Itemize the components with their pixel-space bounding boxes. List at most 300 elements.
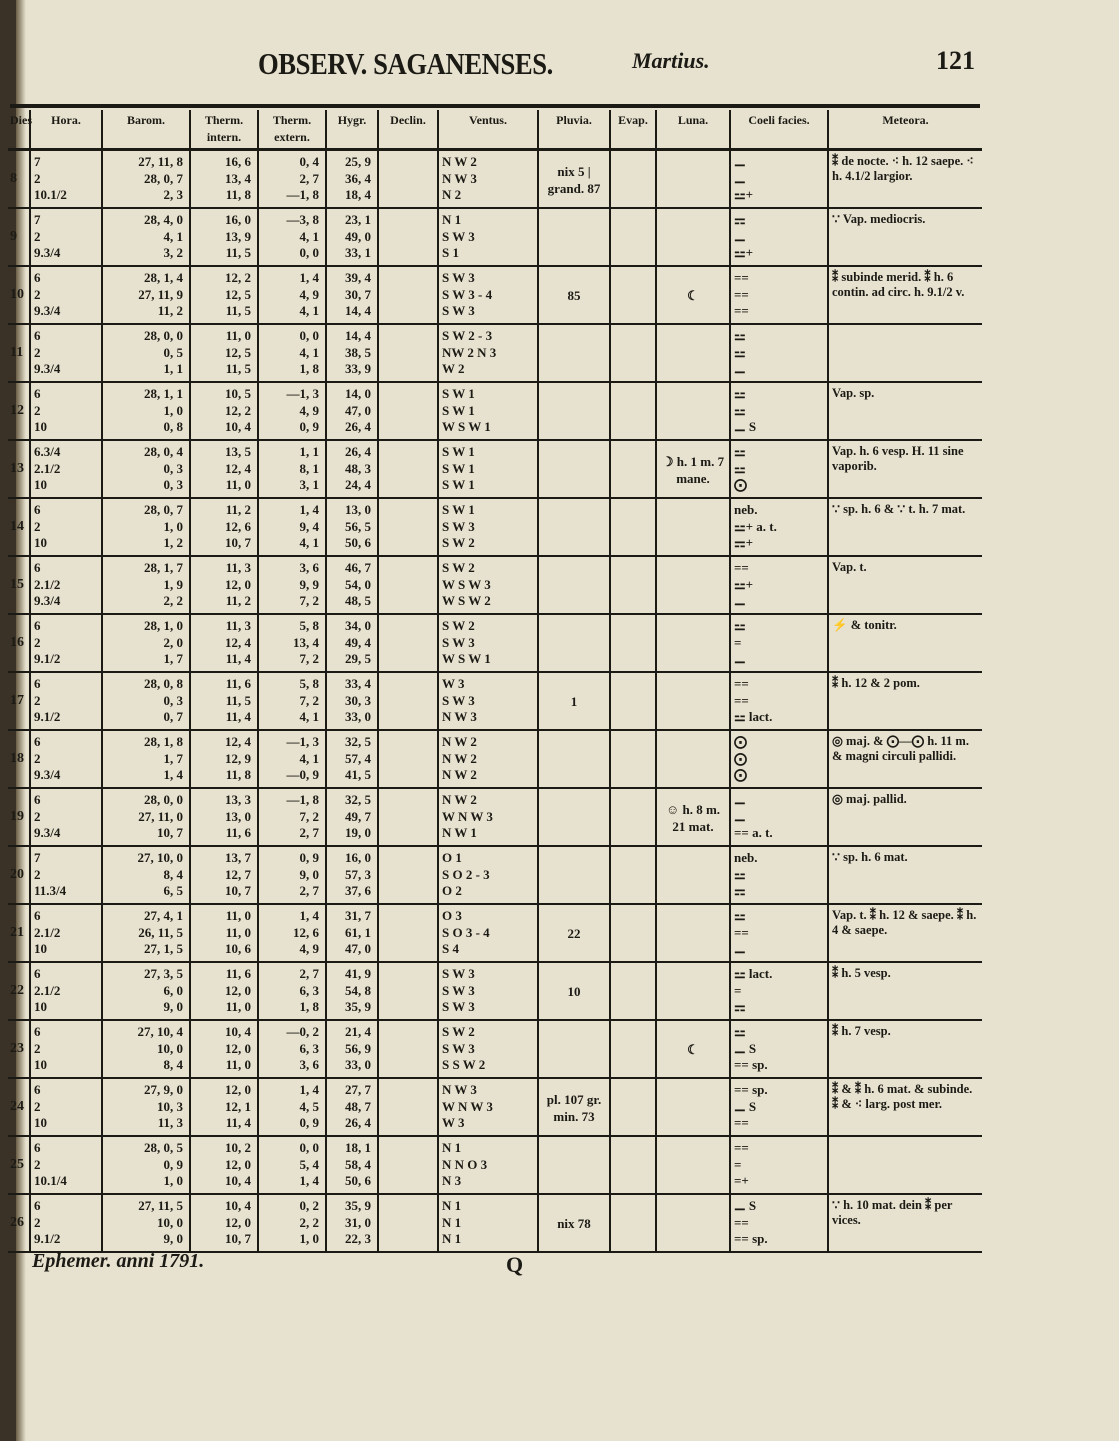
sky-cell <box>730 1020 828 1078</box>
evaporation-cell <box>610 1136 656 1194</box>
meteora-cell: Vap. t. <box>828 556 982 614</box>
rain-cell <box>538 614 610 672</box>
hygrometer-cell <box>326 1020 378 1078</box>
cell-line: S W 2 <box>442 1024 475 1039</box>
declination-cell <box>378 962 438 1020</box>
cell-line: 25, 9 <box>345 154 371 169</box>
hora-cell <box>30 614 102 672</box>
cell-line: 2.1/2 <box>34 982 61 998</box>
hygrometer-cell <box>326 962 378 1020</box>
rain-cell <box>538 440 610 498</box>
rain-cell <box>538 788 610 846</box>
meteora-cell: Vap. h. 6 vesp. H. 11 sine vaporib. <box>828 440 982 498</box>
thermometer-extern-cell <box>258 556 326 614</box>
rain-cell: 85 <box>538 266 610 324</box>
thermometer-intern-cell <box>190 614 258 672</box>
moon-cell <box>656 208 730 266</box>
thermometer-extern-cell <box>258 730 326 788</box>
thermometer-extern-cell <box>258 1020 326 1078</box>
table-row <box>8 266 982 324</box>
cell-line: 50, 6 <box>345 1173 371 1188</box>
column-header: Ventus. <box>438 110 538 150</box>
cell-line: 12, 0 <box>225 1156 251 1172</box>
cell-line: 0, 5 <box>163 344 183 360</box>
evaporation-cell <box>610 672 656 730</box>
cell-line: 6 <box>34 908 41 923</box>
hygrometer-cell <box>326 730 378 788</box>
table-row <box>8 324 982 382</box>
cell-line: 1, 8 <box>299 999 319 1014</box>
cell-line: 10 <box>34 999 47 1014</box>
cell-line: 7 <box>34 212 41 227</box>
cell-line: 2, 3 <box>163 187 183 202</box>
hygrometer-cell <box>326 266 378 324</box>
cell-line: 0, 9 <box>299 1115 319 1130</box>
cell-line: 6 <box>34 1198 41 1213</box>
cell-line: 12, 5 <box>225 286 251 302</box>
meteora-cell: ∵ Vap. mediocris. <box>828 208 982 266</box>
cell-line: ⚍+ a. t. <box>734 518 777 534</box>
cell-line: ⨀ <box>734 750 747 766</box>
cell-line: 0, 7 <box>163 709 183 724</box>
hygrometer-cell <box>326 556 378 614</box>
cell-line: ⨀ <box>734 477 747 492</box>
cell-line: 2, 7 <box>299 825 319 840</box>
cell-line: 6 <box>34 502 41 517</box>
cell-line: 27, 11, 9 <box>138 286 183 302</box>
cell-line: S W 3 <box>442 303 475 318</box>
cell-line: S W 3 <box>442 966 475 981</box>
cell-line: S W 3 - 4 <box>442 286 493 302</box>
moon-cell <box>656 904 730 962</box>
cell-line: 28, 1, 0 <box>144 618 183 633</box>
cell-line: 46, 7 <box>345 560 371 575</box>
cell-line: ⚊ <box>734 792 746 807</box>
cell-line: 16, 0 <box>345 850 371 865</box>
hora-cell <box>30 150 102 209</box>
page-number: 121 <box>936 46 975 75</box>
cell-line: 5, 4 <box>299 1156 319 1172</box>
cell-line: 33, 9 <box>345 361 371 376</box>
cell-line: 32, 5 <box>345 734 371 749</box>
cell-line: —1, 3 <box>286 386 319 401</box>
cell-line: 2 <box>34 1040 41 1056</box>
cell-line: W 3 <box>442 1115 465 1130</box>
cell-line: 18, 1 <box>345 1140 371 1155</box>
cell-line: 28, 0, 7 <box>144 170 183 186</box>
cell-line: ⚍+ <box>734 187 754 202</box>
cell-line: 13, 9 <box>225 228 251 244</box>
cell-line: N W 2 <box>442 154 477 169</box>
moon-cell <box>656 1078 730 1136</box>
cell-line: 28, 0, 7 <box>144 502 183 517</box>
cell-line: 4, 9 <box>299 402 319 418</box>
cell-line: 1, 0 <box>163 402 183 418</box>
cell-line: 10.1/2 <box>34 187 67 202</box>
moon-cell <box>656 382 730 440</box>
table-body <box>8 150 982 1253</box>
cell-line: ⚊ <box>734 170 746 186</box>
cell-line: ⚊ <box>734 361 746 376</box>
cell-line: 27, 11, 8 <box>138 154 183 169</box>
declination-cell <box>378 208 438 266</box>
cell-line: 9.3/4 <box>34 245 61 260</box>
hygrometer-cell <box>326 498 378 556</box>
cell-line: 26, 4 <box>345 419 371 434</box>
cell-line: 11, 0 <box>225 908 251 923</box>
cell-line: 2 <box>34 402 41 418</box>
table-row <box>8 904 982 962</box>
cell-line: W S W 2 <box>442 593 491 608</box>
thermometer-intern-cell <box>190 730 258 788</box>
cell-line: ⚊ <box>734 228 746 244</box>
cell-line: 7, 2 <box>299 808 319 824</box>
cell-line: 4, 1 <box>299 535 319 550</box>
cell-line: 9.3/4 <box>34 593 61 608</box>
sky-cell <box>730 788 828 846</box>
hygrometer-cell <box>326 904 378 962</box>
cell-line: 6 <box>34 792 41 807</box>
cell-line: 12, 0 <box>225 982 251 998</box>
cell-line: —1, 3 <box>286 734 319 749</box>
cell-line: 10 <box>34 1115 47 1130</box>
cell-line: 9, 0 <box>163 999 183 1014</box>
cell-line: == <box>734 286 749 302</box>
cell-line: 13, 4 <box>225 170 251 186</box>
hygrometer-cell <box>326 150 378 209</box>
hora-cell <box>30 1194 102 1252</box>
cell-line: 27, 11, 0 <box>138 808 183 824</box>
wind-cell <box>438 556 538 614</box>
cell-line: 33, 4 <box>345 676 371 691</box>
thermometer-intern-cell <box>190 1020 258 1078</box>
barometer-cell <box>102 324 190 382</box>
sky-cell <box>730 672 828 730</box>
cell-line: S W 2 <box>442 535 475 550</box>
thermometer-intern-cell <box>190 556 258 614</box>
day-cell: 16 <box>8 614 30 672</box>
rain-cell <box>538 730 610 788</box>
cell-line: 1, 4 <box>299 1173 319 1188</box>
sky-cell <box>730 1078 828 1136</box>
cell-line: 38, 5 <box>345 344 371 360</box>
moon-cell: ☾ <box>656 1020 730 1078</box>
cell-line: 36, 4 <box>345 170 371 186</box>
hygrometer-cell <box>326 672 378 730</box>
sky-cell <box>730 150 828 209</box>
thermometer-intern-cell <box>190 150 258 209</box>
cell-line: 10 <box>34 535 47 550</box>
cell-line: S O 2 - 3 <box>442 866 490 882</box>
day-cell: 19 <box>8 788 30 846</box>
cell-line: 13, 5 <box>225 444 251 459</box>
cell-line: 10, 7 <box>225 1231 251 1246</box>
hora-cell <box>30 266 102 324</box>
evaporation-cell <box>610 1078 656 1136</box>
cell-line: 9.1/2 <box>34 1231 61 1246</box>
meteora-cell: ⁑ h. 7 vesp. <box>828 1020 982 1078</box>
cell-line: == <box>734 692 749 708</box>
cell-line: 6 <box>34 1024 41 1039</box>
declination-cell <box>378 788 438 846</box>
thermometer-intern-cell <box>190 208 258 266</box>
cell-line: 47, 0 <box>345 402 371 418</box>
cell-line: ⚍ <box>734 908 746 923</box>
cell-line: 58, 4 <box>345 1156 371 1172</box>
sky-cell <box>730 382 828 440</box>
cell-line: 12, 2 <box>225 270 251 285</box>
cell-line: N 3 <box>442 1173 462 1188</box>
evaporation-cell <box>610 498 656 556</box>
column-header: Hygr. <box>326 110 378 150</box>
cell-line: 1, 2 <box>163 535 183 550</box>
cell-line: S W 3 <box>442 270 475 285</box>
cell-line: S W 3 <box>442 1040 475 1056</box>
cell-line: 0, 2 <box>299 1198 319 1213</box>
declination-cell <box>378 1020 438 1078</box>
cell-line: ⚍ <box>734 618 746 633</box>
cell-line: 0, 3 <box>163 460 183 476</box>
cell-line: 11, 5 <box>225 303 251 318</box>
cell-line: 28, 0, 0 <box>144 328 183 343</box>
thermometer-extern-cell <box>258 904 326 962</box>
cell-line: 3, 2 <box>163 245 183 260</box>
cell-line: S 1 <box>442 245 459 260</box>
thermometer-extern-cell <box>258 266 326 324</box>
cell-line: 11, 6 <box>225 825 251 840</box>
cell-line: 9, 4 <box>299 518 319 534</box>
hygrometer-cell <box>326 1136 378 1194</box>
cell-line: == <box>734 1140 749 1155</box>
meteora-cell: ∵ h. 10 mat. dein ⁑ per vices. <box>828 1194 982 1252</box>
page-title: OBSERV. SAGANENSES. <box>258 46 553 81</box>
cell-line: 14, 0 <box>345 386 371 401</box>
thermometer-intern-cell <box>190 1136 258 1194</box>
cell-line: 49, 4 <box>345 634 371 650</box>
cell-line: 11, 5 <box>225 692 251 708</box>
cell-line: 9, 0 <box>163 1231 183 1246</box>
cell-line: =+ <box>734 1173 749 1188</box>
sky-cell <box>730 1194 828 1252</box>
cell-line: S W 1 <box>442 460 475 476</box>
table-row <box>8 962 982 1020</box>
cell-line: 27, 1, 5 <box>144 941 183 956</box>
sky-cell <box>730 498 828 556</box>
cell-line: 1, 4 <box>299 908 319 923</box>
cell-line: 47, 0 <box>345 941 371 956</box>
cell-line: 10, 2 <box>225 1140 251 1155</box>
cell-line: S W 2 - 3 <box>442 328 493 343</box>
table-row <box>8 1020 982 1078</box>
cell-line: N 1 <box>442 1140 462 1155</box>
cell-line: 6 <box>34 734 41 749</box>
cell-line: S 4 <box>442 941 459 956</box>
wind-cell <box>438 730 538 788</box>
cell-line: 2.1/2 <box>34 460 61 476</box>
cell-line: 1, 0 <box>163 518 183 534</box>
column-header: Therm. extern. <box>258 110 326 150</box>
cell-line: N 1 <box>442 212 462 227</box>
cell-line: 57, 3 <box>345 866 371 882</box>
hora-cell <box>30 382 102 440</box>
cell-line: 26, 4 <box>345 444 371 459</box>
evaporation-cell <box>610 150 656 209</box>
cell-line: 8, 4 <box>163 866 183 882</box>
sky-cell <box>730 904 828 962</box>
cell-line: 2 <box>34 518 41 534</box>
evaporation-cell <box>610 962 656 1020</box>
thermometer-intern-cell <box>190 904 258 962</box>
meteora-cell: ◎ maj. & ⨀—⨀ h. 11 m. & magni circuli pallidi. <box>828 730 982 788</box>
cell-line: 6 <box>34 328 41 343</box>
cell-line: 6 <box>34 966 41 981</box>
sky-cell <box>730 614 828 672</box>
rain-cell <box>538 846 610 904</box>
cell-line: 6.3/4 <box>34 444 61 459</box>
barometer-cell <box>102 266 190 324</box>
cell-line: ⚊ S <box>734 1198 757 1213</box>
evaporation-cell <box>610 556 656 614</box>
wind-cell <box>438 150 538 209</box>
table-row <box>8 1078 982 1136</box>
column-header: Dies <box>8 110 30 150</box>
cell-line: 8, 1 <box>299 460 319 476</box>
cell-line: == <box>734 1115 749 1130</box>
column-header: Barom. <box>102 110 190 150</box>
cell-line: 27, 4, 1 <box>144 908 183 923</box>
rain-cell: nix 78 <box>538 1194 610 1252</box>
cell-line: == a. t. <box>734 825 773 840</box>
cell-line: N W 3 <box>442 709 477 724</box>
cell-line: W S W 1 <box>442 651 491 666</box>
sky-cell <box>730 266 828 324</box>
cell-line: 3, 1 <box>299 477 319 492</box>
cell-line: ⚍ <box>734 444 746 459</box>
cell-line: 0, 0 <box>299 328 319 343</box>
moon-cell <box>656 498 730 556</box>
meteora-cell: ⁑ & ⁑ h. 6 mat. & subinde. ⁑ & ⁖ larg. post mer. <box>828 1078 982 1136</box>
sky-cell <box>730 556 828 614</box>
cell-line: 0, 0 <box>299 1140 319 1155</box>
cell-line: 7, 2 <box>299 651 319 666</box>
cell-line: 5, 8 <box>299 618 319 633</box>
cell-line: 48, 3 <box>345 460 371 476</box>
day-cell: 20 <box>8 846 30 904</box>
cell-line: 16, 0 <box>225 212 251 227</box>
cell-line: 1, 0 <box>299 1231 319 1246</box>
day-cell: 23 <box>8 1020 30 1078</box>
evaporation-cell <box>610 440 656 498</box>
cell-line: 1, 4 <box>299 270 319 285</box>
cell-line: ⚊ S <box>734 1040 757 1056</box>
cell-line: 11, 6 <box>225 676 251 691</box>
table-row <box>8 208 982 266</box>
cell-line: 4, 9 <box>299 286 319 302</box>
cell-line: 33, 1 <box>345 245 371 260</box>
cell-line: 28, 4, 0 <box>144 212 183 227</box>
cell-line: = <box>734 982 742 998</box>
cell-line: 9, 0 <box>299 866 319 882</box>
hora-cell <box>30 672 102 730</box>
meteora-cell <box>828 324 982 382</box>
cell-line: 6 <box>34 386 41 401</box>
declination-cell <box>378 556 438 614</box>
cell-line: = <box>734 1156 742 1172</box>
declination-cell <box>378 846 438 904</box>
cell-line: 27, 10, 4 <box>137 1024 183 1039</box>
cell-line: 11, 8 <box>225 767 251 782</box>
moon-cell: ☾ <box>656 266 730 324</box>
declination-cell <box>378 382 438 440</box>
cell-line: 11, 6 <box>225 966 251 981</box>
day-cell: 22 <box>8 962 30 1020</box>
header-rule <box>10 104 980 108</box>
cell-line: 31, 7 <box>345 908 371 923</box>
cell-line: S O 3 - 4 <box>442 924 490 940</box>
cell-line: 19, 0 <box>345 825 371 840</box>
cell-line: 56, 5 <box>345 518 371 534</box>
meteora-cell: ⁑ h. 12 & 2 pom. <box>828 672 982 730</box>
rain-cell <box>538 556 610 614</box>
rain-cell <box>538 1136 610 1194</box>
cell-line: 10, 7 <box>225 535 251 550</box>
cell-line: S W 2 <box>442 560 475 575</box>
cell-line: 2 <box>34 1098 41 1114</box>
cell-line: 2 <box>34 170 41 186</box>
hora-cell <box>30 556 102 614</box>
cell-line: N W 2 <box>442 734 477 749</box>
day-cell: 8 <box>8 150 30 209</box>
barometer-cell <box>102 904 190 962</box>
cell-line: S W 1 <box>442 386 475 401</box>
table-row <box>8 846 982 904</box>
cell-line: 28, 1, 4 <box>144 270 183 285</box>
hygrometer-cell <box>326 382 378 440</box>
cell-line: 2 <box>34 634 41 650</box>
cell-line: 10 <box>34 477 47 492</box>
rain-cell: nix 5 | grand. 87 <box>538 150 610 209</box>
thermometer-intern-cell <box>190 324 258 382</box>
column-header: Meteora. <box>828 110 982 150</box>
cell-line: 10, 3 <box>157 1098 183 1114</box>
cell-line: 31, 0 <box>345 1214 371 1230</box>
cell-line: 28, 0, 5 <box>144 1140 183 1155</box>
cell-line: 18, 4 <box>345 187 371 202</box>
cell-line: 28, 0, 4 <box>144 444 183 459</box>
table-row <box>8 150 982 209</box>
cell-line: ⚍ <box>734 1024 746 1039</box>
cell-line: 2 <box>34 866 41 882</box>
cell-line: O 2 <box>442 883 462 898</box>
meteora-cell: ⁑ subinde merid. ⁑ h. 6 contin. ad circ. h. 9.1/2 v. <box>828 266 982 324</box>
barometer-cell <box>102 672 190 730</box>
cell-line: == <box>734 270 749 285</box>
moon-cell: ☽ h. 1 m. 7 mane. <box>656 440 730 498</box>
cell-line: 11, 3 <box>225 560 251 575</box>
table-head <box>8 110 982 150</box>
cell-line: ⚍ <box>734 866 746 882</box>
cell-line: 10, 5 <box>225 386 251 401</box>
cell-line: 0, 0 <box>299 245 319 260</box>
cell-line: 12, 4 <box>225 634 251 650</box>
moon-cell <box>656 846 730 904</box>
cell-line: 12, 2 <box>225 402 251 418</box>
cell-line: 2, 0 <box>163 634 183 650</box>
moon-cell <box>656 1136 730 1194</box>
cell-line: S W 1 <box>442 502 475 517</box>
cell-line: ⚍ <box>734 344 746 360</box>
cell-line: 6 <box>34 618 41 633</box>
